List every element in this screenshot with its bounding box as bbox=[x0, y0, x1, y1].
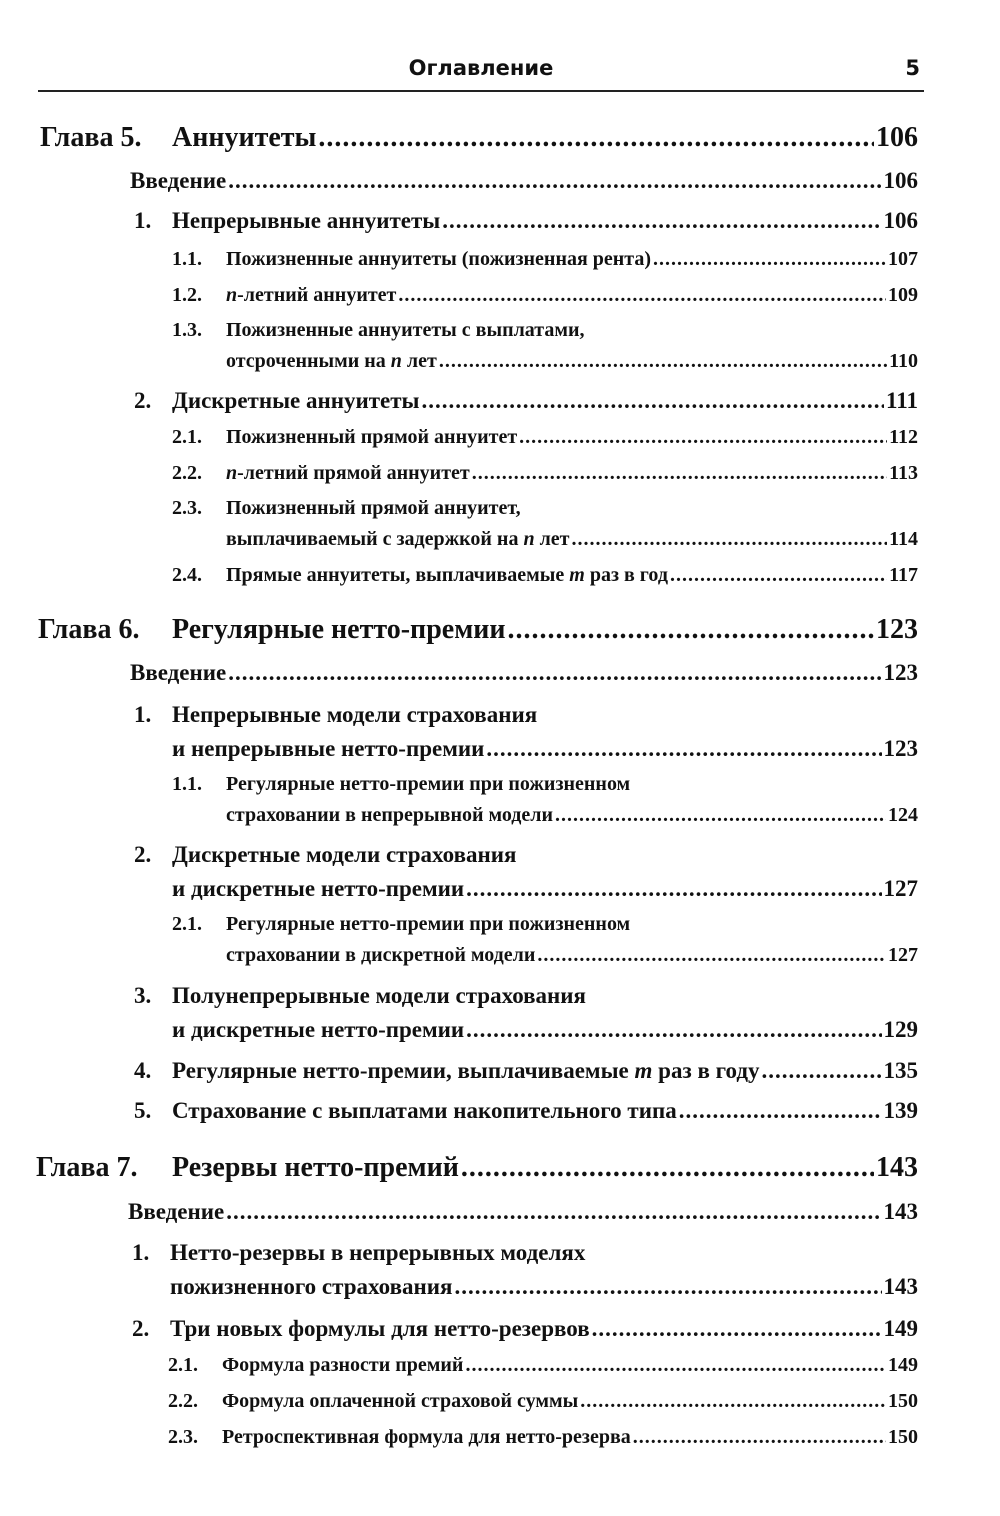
entry-title-line2 bbox=[226, 528, 570, 551]
chapter-title: Аннуитеты bbox=[172, 122, 317, 153]
title-part: раз в год bbox=[584, 564, 668, 586]
title-part: Прямые аннуитеты, выплачиваемые bbox=[226, 564, 570, 586]
entry-number: 1.2. bbox=[172, 284, 202, 306]
entry-number: 2.4. bbox=[172, 564, 202, 586]
entry-title-line2: страховании в непрерывной модели bbox=[226, 804, 554, 826]
leader-dots bbox=[679, 1098, 882, 1124]
leader-dots bbox=[465, 1354, 886, 1377]
entry-number: 1.3. bbox=[172, 319, 202, 341]
page-number: 129 bbox=[883, 1017, 918, 1042]
leader-dots bbox=[508, 614, 874, 646]
page-number: 123 bbox=[883, 660, 918, 685]
leader-dots bbox=[228, 660, 881, 686]
entry-number: 1. bbox=[132, 1240, 150, 1265]
leader-dots bbox=[422, 388, 885, 414]
entry-number: 1. bbox=[134, 702, 152, 727]
entry-number: 2.3. bbox=[168, 1426, 198, 1448]
entry-title-line1: Регулярные нетто-премии при пожизненном bbox=[226, 773, 631, 795]
entry-number: 1. bbox=[134, 208, 152, 233]
header-page-number: 5 bbox=[905, 56, 920, 80]
entry-title-line2: страховании в дискретной модели bbox=[226, 944, 536, 966]
entry-number: 2.2. bbox=[168, 1390, 198, 1412]
leader-dots bbox=[519, 426, 887, 449]
leader-dots bbox=[442, 208, 881, 234]
header-title: Оглавление bbox=[408, 56, 554, 80]
var-n: n bbox=[226, 284, 238, 306]
leader-dots bbox=[472, 462, 887, 485]
entry-title-line1: Регулярные нетто-премии при пожизненном bbox=[226, 913, 631, 935]
entry-title bbox=[226, 564, 668, 587]
page-number: 123 bbox=[876, 614, 918, 645]
entry-title-line1: Нетто-резервы в непрерывных моделях bbox=[170, 1240, 586, 1265]
leader-dots bbox=[466, 876, 881, 902]
page-number: 106 bbox=[883, 208, 918, 233]
title-part: раз в году bbox=[652, 1058, 760, 1083]
entry-number: 2. bbox=[132, 1316, 150, 1341]
page-number: 117 bbox=[889, 564, 918, 586]
page-number: 106 bbox=[876, 122, 918, 153]
entry-title bbox=[226, 462, 470, 485]
page-number: 149 bbox=[888, 1354, 918, 1376]
page-number: 127 bbox=[883, 876, 918, 901]
leader-dots bbox=[461, 1152, 874, 1184]
title-part: лет bbox=[534, 528, 570, 550]
leader-dots bbox=[653, 248, 886, 271]
leader-dots bbox=[486, 736, 881, 762]
title-part: Регулярные нетто-премии, выплачиваемые bbox=[172, 1058, 635, 1083]
page-number: 149 bbox=[883, 1316, 918, 1341]
title-part: лет bbox=[401, 350, 437, 372]
chapter-number: Глава 7. bbox=[36, 1152, 138, 1183]
entry-title: Страхование с выплатами накопительного типа bbox=[172, 1098, 677, 1123]
page-number: 112 bbox=[889, 426, 918, 448]
entry-title: Ретроспективная формула для нетто-резерва bbox=[222, 1426, 631, 1448]
entry-number: 2. bbox=[134, 842, 152, 867]
entry-number: 5. bbox=[134, 1098, 152, 1123]
leader-dots bbox=[670, 564, 887, 587]
page-number: 150 bbox=[888, 1390, 918, 1412]
page-number: 143 bbox=[883, 1199, 918, 1224]
entry-title-line2 bbox=[226, 350, 437, 373]
entry-number: 2. bbox=[134, 388, 152, 413]
leader-dots bbox=[228, 168, 881, 194]
entry-title bbox=[172, 1058, 759, 1084]
var-n: n bbox=[226, 462, 238, 484]
page-number: 109 bbox=[888, 284, 918, 306]
page-number: 139 bbox=[883, 1098, 918, 1123]
var-n: n bbox=[523, 528, 535, 550]
var-n: n bbox=[390, 350, 402, 372]
chapter-number: Глава 6. bbox=[38, 614, 140, 645]
entry-title: Три новых формулы для нетто-резервов bbox=[170, 1316, 590, 1341]
title-part: отсроченными на bbox=[226, 350, 391, 372]
page-number: 150 bbox=[888, 1426, 918, 1448]
entry-title: Введение bbox=[128, 1199, 225, 1224]
chapter-number: Глава 5. bbox=[40, 122, 142, 153]
page-number: 107 bbox=[888, 248, 918, 270]
title-part: выплачиваемый с задержкой на bbox=[226, 528, 524, 550]
entry-number: 2.3. bbox=[172, 497, 202, 519]
leader-dots bbox=[580, 1390, 886, 1413]
entry-title-line1: Пожизненный прямой аннуитет, bbox=[226, 497, 521, 519]
entry-number: 1.1. bbox=[172, 773, 202, 795]
entry-title-line1: Пожизненные аннуитеты с выплатами, bbox=[226, 319, 585, 341]
entry-title-line1: Непрерывные модели страхования bbox=[172, 702, 538, 727]
entry-title-text: -летний аннуитет bbox=[237, 284, 397, 306]
page-number: 143 bbox=[883, 1274, 918, 1299]
leader-dots bbox=[466, 1017, 881, 1043]
entry-title: Дискретные аннуитеты bbox=[172, 388, 420, 413]
entry-title: Введение bbox=[130, 168, 227, 193]
page-number: 106 bbox=[883, 168, 918, 193]
entry-title: Пожизненный прямой аннуитет bbox=[226, 426, 518, 448]
leader-dots bbox=[761, 1058, 881, 1084]
entry-title-text: -летний прямой аннуитет bbox=[237, 462, 470, 484]
entry-title-line2: и дискретные нетто-премии bbox=[172, 1017, 465, 1042]
page-number: 110 bbox=[889, 350, 918, 372]
leader-dots bbox=[439, 350, 887, 373]
entry-title: Введение bbox=[130, 660, 227, 685]
entry-title-line1: Полунепрерывные модели страхования bbox=[172, 983, 586, 1008]
page-number: 123 bbox=[883, 736, 918, 761]
chapter-title: Регулярные нетто-премии bbox=[172, 614, 506, 645]
page-number: 127 bbox=[888, 944, 918, 966]
entry-number: 2.2. bbox=[172, 462, 202, 484]
entry-number: 1.1. bbox=[172, 248, 202, 270]
entry-title: Непрерывные аннуитеты bbox=[172, 208, 441, 233]
chapter-title: Резервы нетто-премий bbox=[172, 1152, 459, 1183]
leader-dots bbox=[572, 528, 888, 551]
page-number: 114 bbox=[889, 528, 918, 550]
entry-title: Пожизненные аннуитеты (пожизненная рента) bbox=[226, 248, 652, 270]
leader-dots bbox=[592, 1316, 882, 1342]
leader-dots bbox=[398, 284, 886, 307]
var-m: m bbox=[634, 1058, 653, 1083]
leader-dots bbox=[555, 804, 886, 827]
leader-dots bbox=[318, 122, 874, 154]
page-number: 113 bbox=[889, 462, 918, 484]
var-m: m bbox=[569, 564, 585, 586]
entry-title-line2: и дискретные нетто-премии bbox=[172, 876, 465, 901]
entry-title: Формула оплаченной страховой суммы bbox=[222, 1390, 579, 1412]
leader-dots bbox=[633, 1426, 886, 1449]
entry-number: 2.1. bbox=[172, 426, 202, 448]
entry-title-line2: и непрерывные нетто-премии bbox=[172, 736, 485, 761]
entry-number: 4. bbox=[134, 1058, 152, 1083]
page-number: 143 bbox=[876, 1152, 918, 1183]
page-number: 124 bbox=[888, 804, 918, 826]
leader-dots bbox=[537, 944, 886, 967]
entry-title-line2: пожизненного страхования bbox=[170, 1274, 453, 1299]
leader-dots bbox=[226, 1199, 881, 1225]
entry-number: 2.1. bbox=[172, 913, 202, 935]
entry-number: 2.1. bbox=[168, 1354, 198, 1376]
page-number: 111 bbox=[886, 388, 918, 413]
entry-number: 3. bbox=[134, 983, 152, 1008]
entry-title bbox=[226, 284, 396, 307]
entry-title-line1: Дискретные модели страхования bbox=[172, 842, 517, 867]
leader-dots bbox=[454, 1274, 881, 1300]
entry-title: Формула разности премий bbox=[222, 1354, 464, 1376]
page-number: 135 bbox=[883, 1058, 918, 1083]
